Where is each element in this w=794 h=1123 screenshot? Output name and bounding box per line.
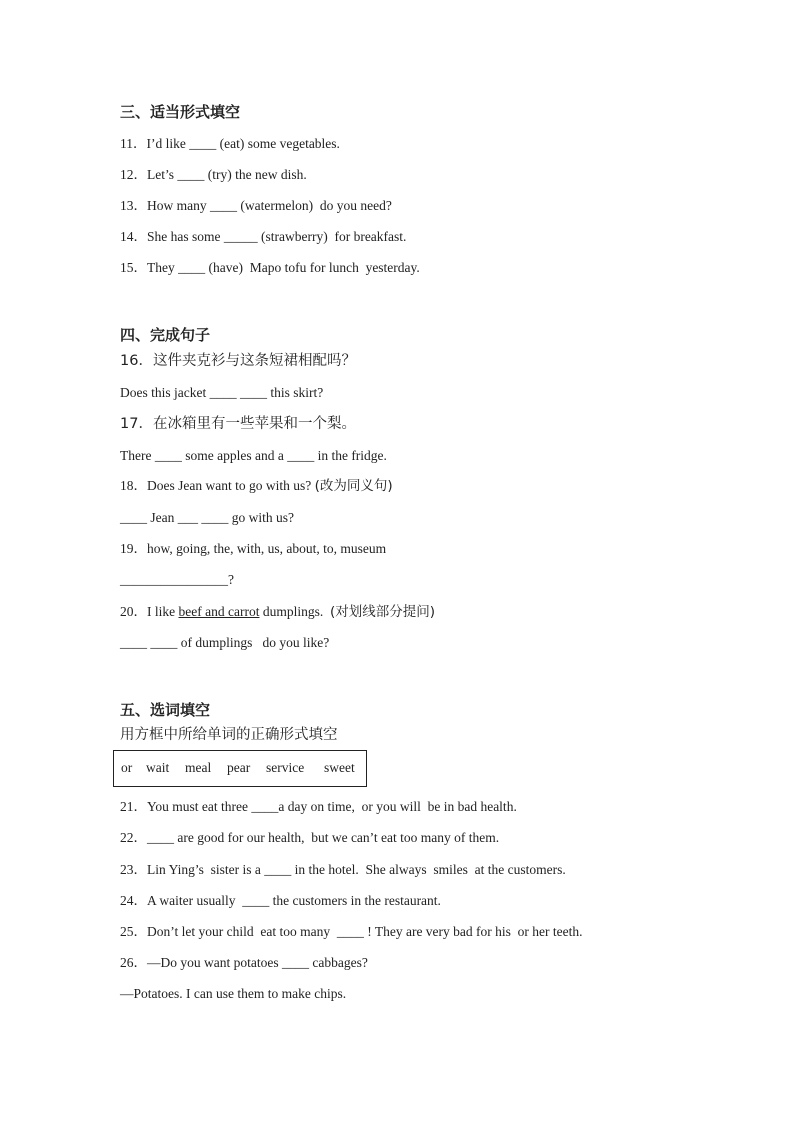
question-19-answer-blank: ________________? xyxy=(120,572,234,587)
question-20-prefix: 20．I like xyxy=(120,604,179,619)
section-5-title: 五、选词填空 xyxy=(120,701,211,719)
question-22: 22．____ are good for our health, but we can’t eat too many of them. xyxy=(120,830,500,845)
question-11: 11．I’d like ____ (eat) some vegetables. xyxy=(120,136,340,151)
question-17-chinese: 17．在冰箱里有一些苹果和一个梨。 xyxy=(120,416,356,432)
question-18-text: 18．Does Jean want to go with us? xyxy=(120,478,315,493)
question-20 xyxy=(120,603,435,621)
question-13: 13．How many ____ (watermelon) do you need? xyxy=(120,198,392,213)
question-19: 19．how, going, the, with, us, about, to, museum xyxy=(120,541,387,556)
word-bank-item: sweet xyxy=(324,760,355,775)
word-bank-item: pear xyxy=(227,760,251,775)
word-bank-box xyxy=(113,750,367,787)
word-bank-item: service xyxy=(266,760,305,775)
question-24: 24．A waiter usually ____ the customers in the restaurant. xyxy=(120,893,441,908)
question-12: 12．Let’s ____ (try) the new dish. xyxy=(120,167,307,182)
section-4-title: 四、完成句子 xyxy=(120,326,211,344)
word-bank-item: or xyxy=(121,760,133,775)
question-25: 25．Don’t let your child eat too many ____ ! They are very bad for his or her teeth. xyxy=(120,924,583,939)
section-5-instruction: 用方框中所给单词的正确形式填空 xyxy=(120,727,338,743)
question-21: 21．You must eat three ____a day on time, or you will be in bad health. xyxy=(120,799,517,814)
question-18 xyxy=(120,477,393,495)
question-17-english: There ____ some apples and a ____ in the fridge. xyxy=(120,448,387,463)
question-20-suffix: dumplings. xyxy=(259,604,330,619)
question-23: 23．Lin Ying’s sister is a ____ in the hotel. She always smiles at the customers. xyxy=(120,862,566,877)
question-16-english: Does this jacket ____ ____ this skirt? xyxy=(120,385,324,400)
section-3-title: 三、适当形式填空 xyxy=(120,103,241,121)
question-26: 26．—Do you want potatoes ____ cabbages? xyxy=(120,955,368,970)
question-20-english: ____ ____ of dumplings do you like? xyxy=(120,635,330,650)
question-18-english: ____ Jean ___ ____ go with us? xyxy=(120,510,294,525)
question-20-underlined: beef and carrot xyxy=(178,604,260,619)
question-15: 15．They ____ (have) Mapo tofu for lunch yesterday. xyxy=(120,260,420,275)
question-16-chinese: 16．这件夹克衫与这条短裙相配吗？ xyxy=(120,353,356,369)
question-20-note: (对划线部分提问) xyxy=(329,604,436,620)
word-bank-item: meal xyxy=(185,760,212,775)
question-18-note: (改为同义句) xyxy=(314,478,393,494)
question-26-reply: —Potatoes. I can use them to make chips. xyxy=(120,986,347,1001)
word-bank-item: wait xyxy=(146,760,170,775)
question-14: 14．She has some _____ (strawberry) for breakfast. xyxy=(120,229,407,244)
